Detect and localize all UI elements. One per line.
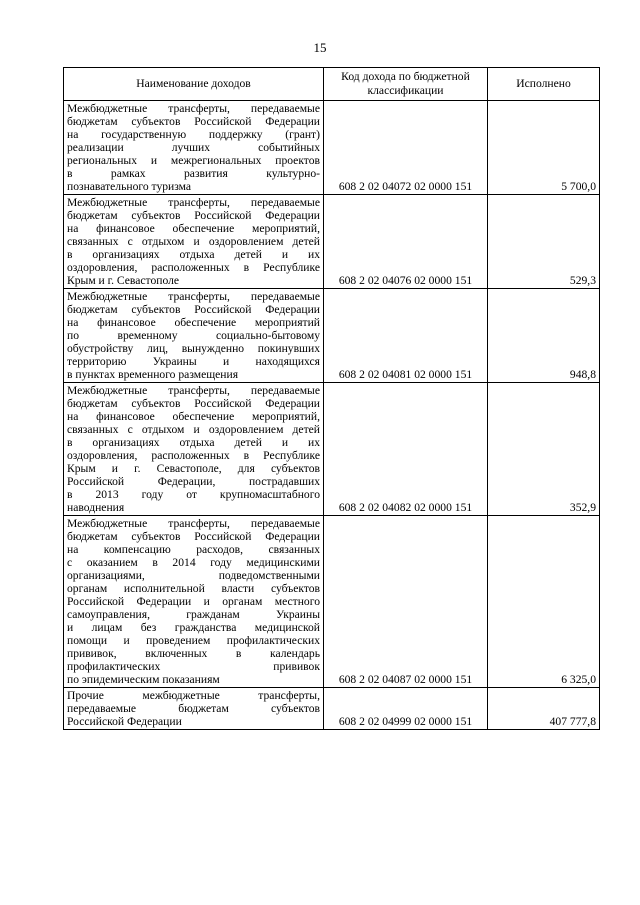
income-name-line: по временному социально-бытовому (67, 329, 320, 342)
table-body (64, 101, 600, 730)
income-name-line: Прочие межбюджетные трансферты, (67, 689, 320, 702)
income-name-line: в организациях отдыха детей и их (67, 436, 320, 449)
income-name-line: оздоровления, расположенных в Республике (67, 261, 320, 274)
income-name-line: бюджетам субъектов Российской Федерации (67, 303, 320, 316)
income-name-line: бюджетам субъектов Российской Федерации (67, 209, 320, 222)
income-name-line: бюджетам субъектов Российской Федерации (67, 397, 320, 410)
income-name-line: помощи и проведением профилактических (67, 634, 320, 647)
table-row (64, 289, 600, 383)
income-code-cell: 608 2 02 04082 02 0000 151 (324, 383, 488, 516)
income-name-line: связанных с отдыхом и оздоровлением детей (67, 235, 320, 248)
income-name-line: профилактических прививок (67, 660, 320, 673)
executed-amount-cell: 407 777,8 (488, 688, 600, 730)
income-code-cell: 608 2 02 04081 02 0000 151 (324, 289, 488, 383)
income-name-line: в рамках развития культурно- (67, 167, 320, 180)
income-name-cell (64, 289, 324, 383)
income-name-line: организациями, подведомственными (67, 569, 320, 582)
income-name-cell (64, 516, 324, 688)
income-name-line: наводнения (67, 501, 125, 514)
page-number: 15 (313, 40, 327, 55)
income-name-line: на финансовое обеспечение мероприятий (67, 316, 320, 329)
income-name-line: на государственную поддержку (грант) (67, 128, 320, 141)
income-name-line: бюджетам субъектов Российской Федерации (67, 115, 320, 128)
table-row (64, 383, 600, 516)
income-name-line: в организациях отдыха детей и их (67, 248, 320, 261)
income-name-line: Межбюджетные трансферты, передаваемые (67, 384, 320, 397)
income-name-line: познавательного туризма (67, 180, 192, 193)
income-name-line: прививок, включенных в календарь (67, 647, 320, 660)
income-name-cell (64, 195, 324, 289)
income-name-line: Российской Федерации, пострадавших (67, 475, 320, 488)
income-name-line: передаваемые бюджетам субъектов (67, 702, 320, 715)
income-name-line: Крым и г. Севастополе (67, 274, 180, 287)
executed-amount-cell: 948,8 (488, 289, 600, 383)
income-name-cell (64, 101, 324, 195)
income-name-line: Межбюджетные трансферты, передаваемые (67, 290, 320, 303)
executed-amount-cell: 352,9 (488, 383, 600, 516)
income-code-cell: 608 2 02 04076 02 0000 151 (324, 195, 488, 289)
income-name-line: по эпидемическим показаниям (67, 673, 220, 686)
table-header-row (64, 68, 600, 101)
income-name-line: Крым и г. Севастополе, для субъектов (67, 462, 320, 475)
income-name-line: бюджетам субъектов Российской Федерации (67, 530, 320, 543)
income-name-line: территорию Украины и находящихся (67, 355, 320, 368)
income-name-line: на финансовое обеспечение мероприятий, (67, 222, 320, 235)
header-income-code: Код дохода по бюджетной классификации (324, 68, 488, 101)
income-name-line: обустройству лиц, вынужденно покинувших (67, 342, 320, 355)
income-name-cell (64, 383, 324, 516)
table-row (64, 195, 600, 289)
income-name-line: Российской Федерации (67, 715, 182, 728)
income-name-line: Межбюджетные трансферты, передаваемые (67, 196, 320, 209)
income-name-line: на финансовое обеспечение мероприятий, (67, 410, 320, 423)
income-name-line: в пунктах временного размещения (67, 368, 239, 381)
table-row (64, 101, 600, 195)
income-name-line: реализации лучших событийных (67, 141, 320, 154)
executed-amount-cell: 5 700,0 (488, 101, 600, 195)
income-name-line: Межбюджетные трансферты, передаваемые (67, 102, 320, 115)
income-code-cell: 608 2 02 04072 02 0000 151 (324, 101, 488, 195)
income-name-line: оздоровления, расположенных в Республике (67, 449, 320, 462)
income-name-line: и лицам без гражданства медицинской (67, 621, 320, 634)
table-row (64, 516, 600, 688)
executed-amount-cell: 529,3 (488, 195, 600, 289)
income-table (63, 67, 600, 730)
income-name-line: в 2013 году от крупномасштабного (67, 488, 320, 501)
income-code-cell: 608 2 02 04999 02 0000 151 (324, 688, 488, 730)
income-code-cell: 608 2 02 04087 02 0000 151 (324, 516, 488, 688)
income-name-line: связанных с отдыхом и оздоровлением детей (67, 423, 320, 436)
header-income-name: Наименование доходов (64, 68, 324, 101)
income-name-line: на компенсацию расходов, связанных (67, 543, 320, 556)
table-row (64, 688, 600, 730)
income-name-cell (64, 688, 324, 730)
income-name-line: региональных и межрегиональных проектов (67, 154, 320, 167)
income-name-line: с оказанием в 2014 году медицинскими (67, 556, 320, 569)
income-name-line: органам исполнительной власти субъектов (67, 582, 320, 595)
income-name-line: самоуправления, гражданам Украины (67, 608, 320, 621)
executed-amount-cell: 6 325,0 (488, 516, 600, 688)
income-name-line: Российской Федерации и органам местного (67, 595, 320, 608)
income-name-line: Межбюджетные трансферты, передаваемые (67, 517, 320, 530)
header-executed: Исполнено (488, 68, 600, 101)
